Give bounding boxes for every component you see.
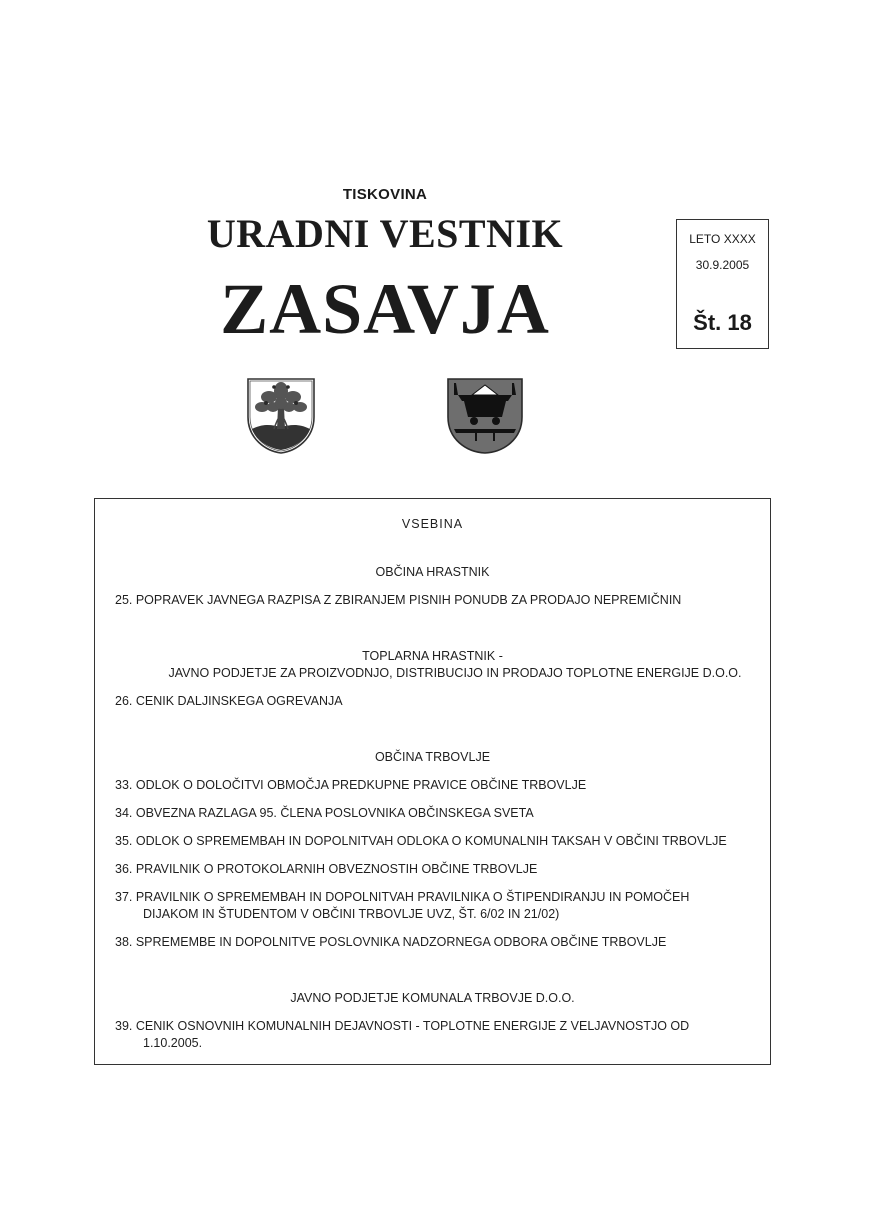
contents-item-continued: DIJAKOM IN ŠTUDENTOM V OBČINI TRBOVLJE UVZ, ŠT. 6/02 IN 21/02)	[143, 907, 560, 921]
issue-date: 30.9.2005	[695, 258, 750, 272]
issue-number: Št. 18	[693, 310, 752, 335]
contents-item-continued: 1.10.2005.	[143, 1036, 203, 1050]
contents-item: 34. OBVEZNA RAZLAGA 95. ČLENA POSLOVNIKA OBČINSKEGA SVETA	[115, 806, 534, 820]
publication-label: TISKOVINA	[342, 186, 428, 203]
contents-item: 37. PRAVILNIK O SPREMEMBAH IN DOPOLNITVAH PRAVILNIKA O ŠTIPENDIRANJU IN POMOČEH	[115, 890, 690, 904]
contents-item: 33. ODLOK O DOLOČITVI OBMOČJA PREDKUPNE PRAVICE OBČINE TRBOVLJE	[115, 778, 587, 792]
section-title: OBČINA TRBOVLJE	[374, 750, 491, 764]
contents-heading: VSEBINA	[401, 517, 464, 531]
contents-item: 38. SPREMEMBE IN DOPOLNITVE POSLOVNIKA NADZORNEGA ODBORA OBČINE TRBOVLJE	[115, 935, 667, 949]
contents-box	[94, 498, 771, 1065]
contents-item: 25. POPRAVEK JAVNEGA RAZPISA Z ZBIRANJEM PISNIH PONUDB ZA PRODAJO NEPREMIČNIN	[115, 593, 682, 607]
section-title: TOPLARNA HRASTNIK -	[362, 649, 503, 663]
masthead-region: ZASAVJA	[220, 269, 550, 349]
mining-cart-crest-icon	[446, 377, 524, 455]
contents-item: 35. ODLOK O SPREMEMBAH IN DOPOLNITVAH ODLOKA O KOMUNALNIH TAKSAH V OBČINI TRBOVLJE	[115, 834, 727, 848]
oak-tree-crest-icon	[246, 377, 316, 455]
issue-info-box	[676, 219, 769, 349]
issue-year: LETO XXXX	[689, 232, 756, 246]
contents-item: 36. PRAVILNIK O PROTOKOLARNIH OBVEZNOSTIH OBČINE TRBOVLJE	[115, 862, 538, 876]
contents-item: 26. CENIK DALJINSKEGA OGREVANJA	[115, 694, 343, 708]
section-title: OBČINA HRASTNIK	[375, 565, 490, 579]
masthead-title: URADNI VESTNIK	[206, 211, 564, 256]
contents-item: 39. CENIK OSNOVNIH KOMUNALNIH DEJAVNOSTI - TOPLOTNE ENERGIJE Z VELJAVNOSTJO OD	[115, 1019, 690, 1033]
section-subtitle: JAVNO PODJETJE ZA PROIZVODNJO, DISTRIBUCIJO IN PRODAJO TOPLOTNE ENERGIJE D.O.O.	[168, 666, 742, 680]
section-title: JAVNO PODJETJE KOMUNALA TRBOVJE D.O.O.	[290, 991, 575, 1005]
